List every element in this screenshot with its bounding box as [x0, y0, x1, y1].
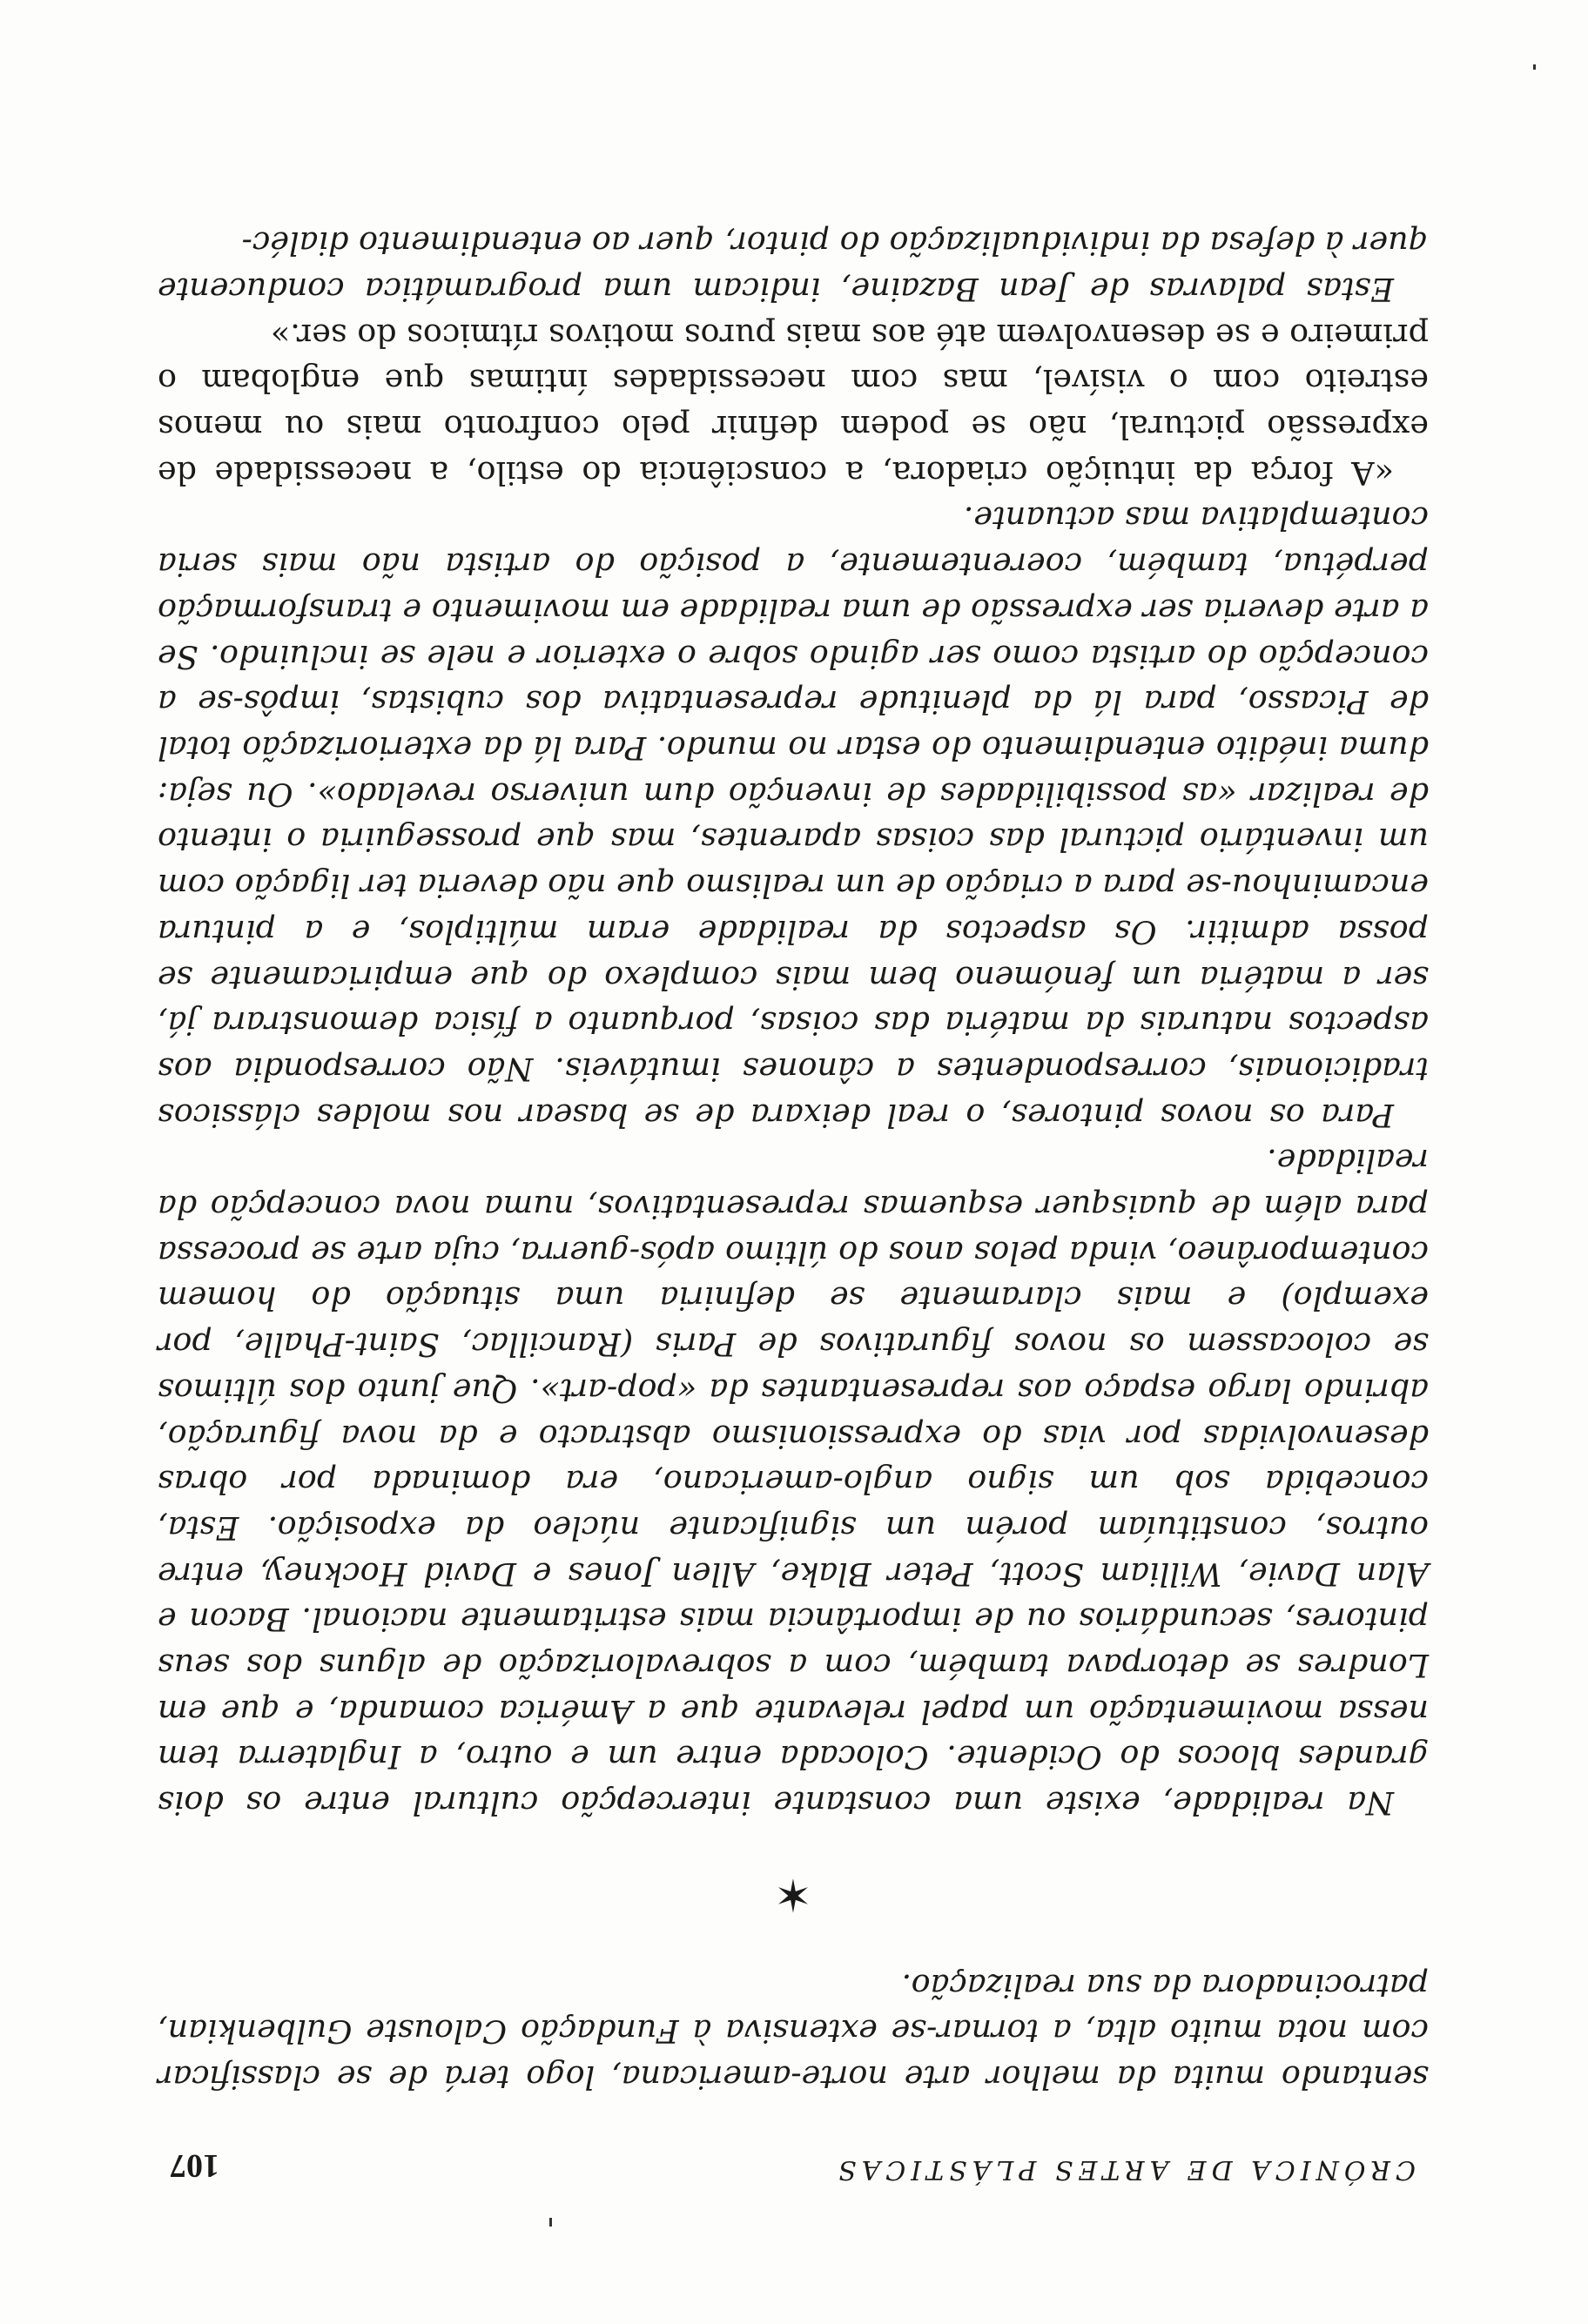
- quotation-paragraph: «A força da intuição criadora, a consciência do estilo, a necessidade de expressão pictural, não se podem definir pelo confronto mais ou menos estreito com o visível, mas com necessidades íntimas que englobam o primeiro e se desenvolvem até aos mais puros motivos rítmicos do ser.»: [158, 316, 1429, 492]
- paragraph: Estas palavras de Jean Bazaine, indicam uma programática conducente quer à defesa da individualização do pintor, quer ao entendimento dialéc-: [158, 225, 1429, 308]
- section-separator-icon: ✶: [774, 1867, 812, 1920]
- paper-speck: [549, 2218, 552, 2227]
- paragraph-continuation: sentando muita da melhor arte norte-americana, logo terá de se classificar com nota muito alta, a tornar-se extensiva à Fundação Calouste Gulbenkian, patrocinadora da sua realização.: [158, 1966, 1429, 2096]
- paragraph: Para os novos pintores, o real deixara de se basear nos moldes clássicos tradicionais, correspondentes a cânones imutáveis. Não correspondia aos aspectos naturais da matéria das coisas, porquanto a física demonstrara já, ser a matéria um fenómeno bem mais complexo do que empiricamente se possa admitir. Os aspectos da realidade eram múltiplos, e a pintura encaminhou-se para a criação de um realismo que não deveria ter ligação com um inventário pictural das coisas aparentes, mas que prosseguiria o intento de realizar «as possibilidades de invenção dum universo revelado». Ou seja: duma inédito entendimento do estar no mundo. Para lá da exteriorização total de Picasso, para lá da plenitude representativa dos cubistas, impôs-se a concepção do artista como ser agindo sobre o exterior e nele se incluindo. Se a arte deveria ser expressão de uma realidade em movimento e transformação perpétua, também, coerentemente, a posição do artista não mais seria contemplativa mas actuante.: [158, 500, 1429, 1134]
- paper-speck: [1533, 64, 1536, 70]
- running-title: CRÓNICA DE ARTES PLÁSTICAS: [833, 2154, 1416, 2185]
- page-number: 107: [170, 2147, 219, 2184]
- page-body: [158, 220, 1429, 2099]
- page-header: [170, 2139, 1416, 2185]
- paragraph: Na realidade, existe uma constante intercepção cultural entre os dois grandes blocos do Ocidente. Colocada entre um e outro, a Inglaterra tem nessa movimentação um papel relevante que a América comanda, e que em Londres se detorpava também, com a sobrevalorização de alguns dos seus pintores, secundários ou de importância mais estritamente nacional. Bacon e Alan Davie, William Scott, Peter Blake, Allen Jones e David Hockney, entre outros, constituíam porém um significante núcleo da exposição. Esta, concebida sob um signo anglo-americano, era dominada por obras desenvolvidas por vias do expressionismo abstracto e da nova figuração, abrindo largo espaço aos representantes da «pop-art». Que junto dos últimos se colocassem os novos figurativos de Paris (Rancillac, Saint-Phalle, por exemplo) e mais claramente se definiria uma situação do homem contemporâneo, vinda pelos anos do último após-guerra, cuja arte se processa para além de quaisquer esquemas representativos, numa nova concepção da realidade.: [158, 1142, 1429, 1823]
